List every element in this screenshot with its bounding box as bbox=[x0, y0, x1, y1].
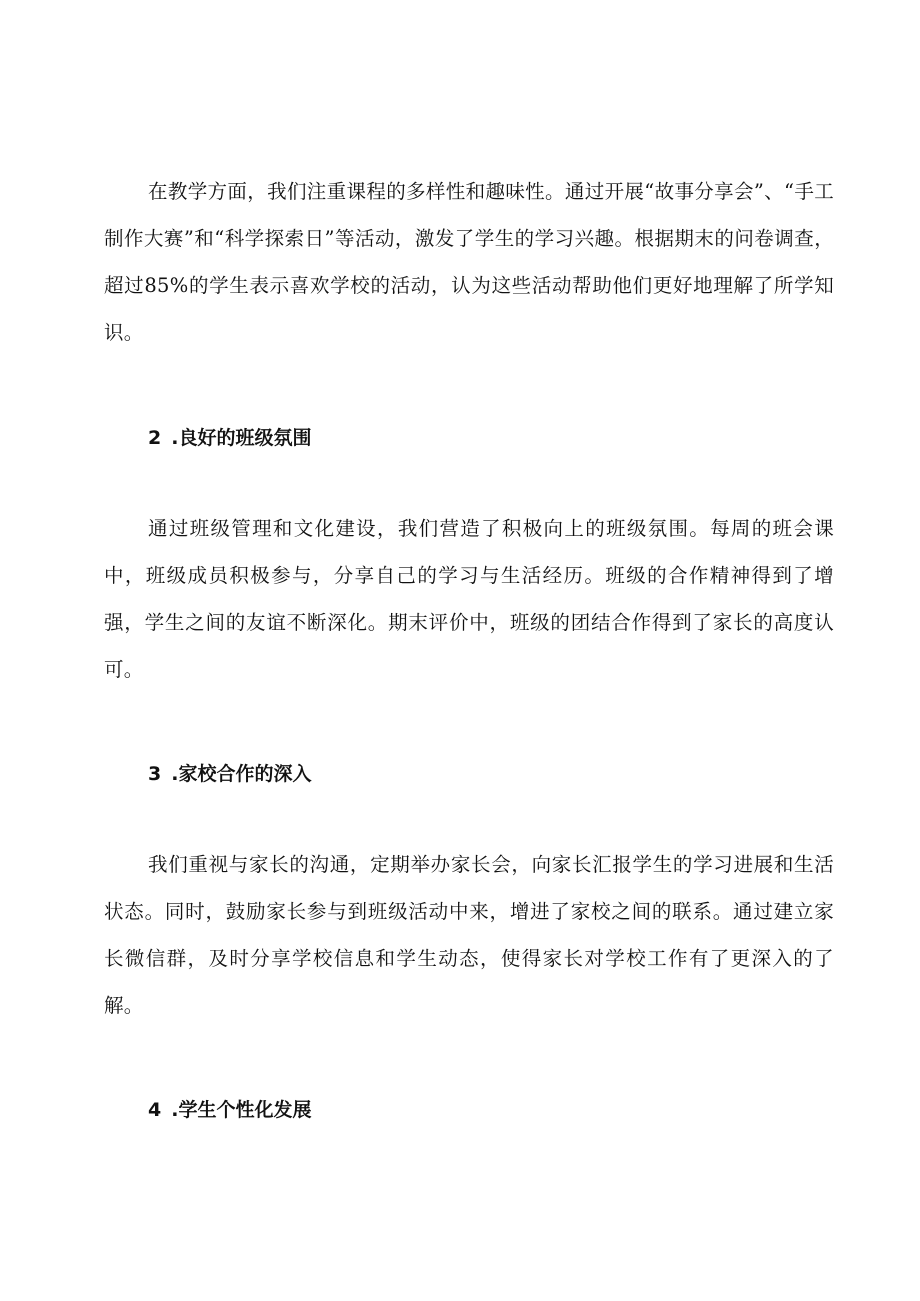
paragraph-home-school: 我们重视与家长的沟通，定期举办家长会，向家长汇报学生的学习进展和生活状态。同时，鼓励家长参与到班级活动中来，增进了家校之间的联系。通过建立家长微信群，及时分享学校信息和学生动态，使得家长对学校工作有了更深入的了解。 bbox=[104, 853, 834, 1017]
section-number: 2 bbox=[148, 427, 162, 449]
section-title: .家校合作的深入 bbox=[171, 763, 312, 785]
section-heading-home-school bbox=[148, 759, 311, 789]
section-heading-personal-development bbox=[148, 1095, 311, 1125]
section-title: .学生个性化发展 bbox=[171, 1099, 312, 1121]
section-number: 4 bbox=[148, 1099, 162, 1121]
paragraph-class-atmosphere: 通过班级管理和文化建设，我们营造了积极向上的班级氛围。每周的班会课中，班级成员积极参与，分享自己的学习与生活经历。班级的合作精神得到了增强，学生之间的友谊不断深化。期末评价中，班级的团结合作得到了家长的高度认可。 bbox=[104, 517, 834, 681]
section-heading-class-atmosphere bbox=[148, 423, 311, 453]
section-title: .良好的班级氛围 bbox=[171, 427, 312, 449]
paragraph-teaching: 在教学方面，我们注重课程的多样性和趣味性。通过开展“故事分享会”、“手工制作大赛”和“科学探索日”等活动，激发了学生的学习兴趣。根据期末的问卷调查，超过85%的学生表示喜欢学校的活动，认为这些活动帮助他们更好地理解了所学知识。 bbox=[104, 180, 834, 344]
section-number: 3 bbox=[148, 763, 162, 785]
